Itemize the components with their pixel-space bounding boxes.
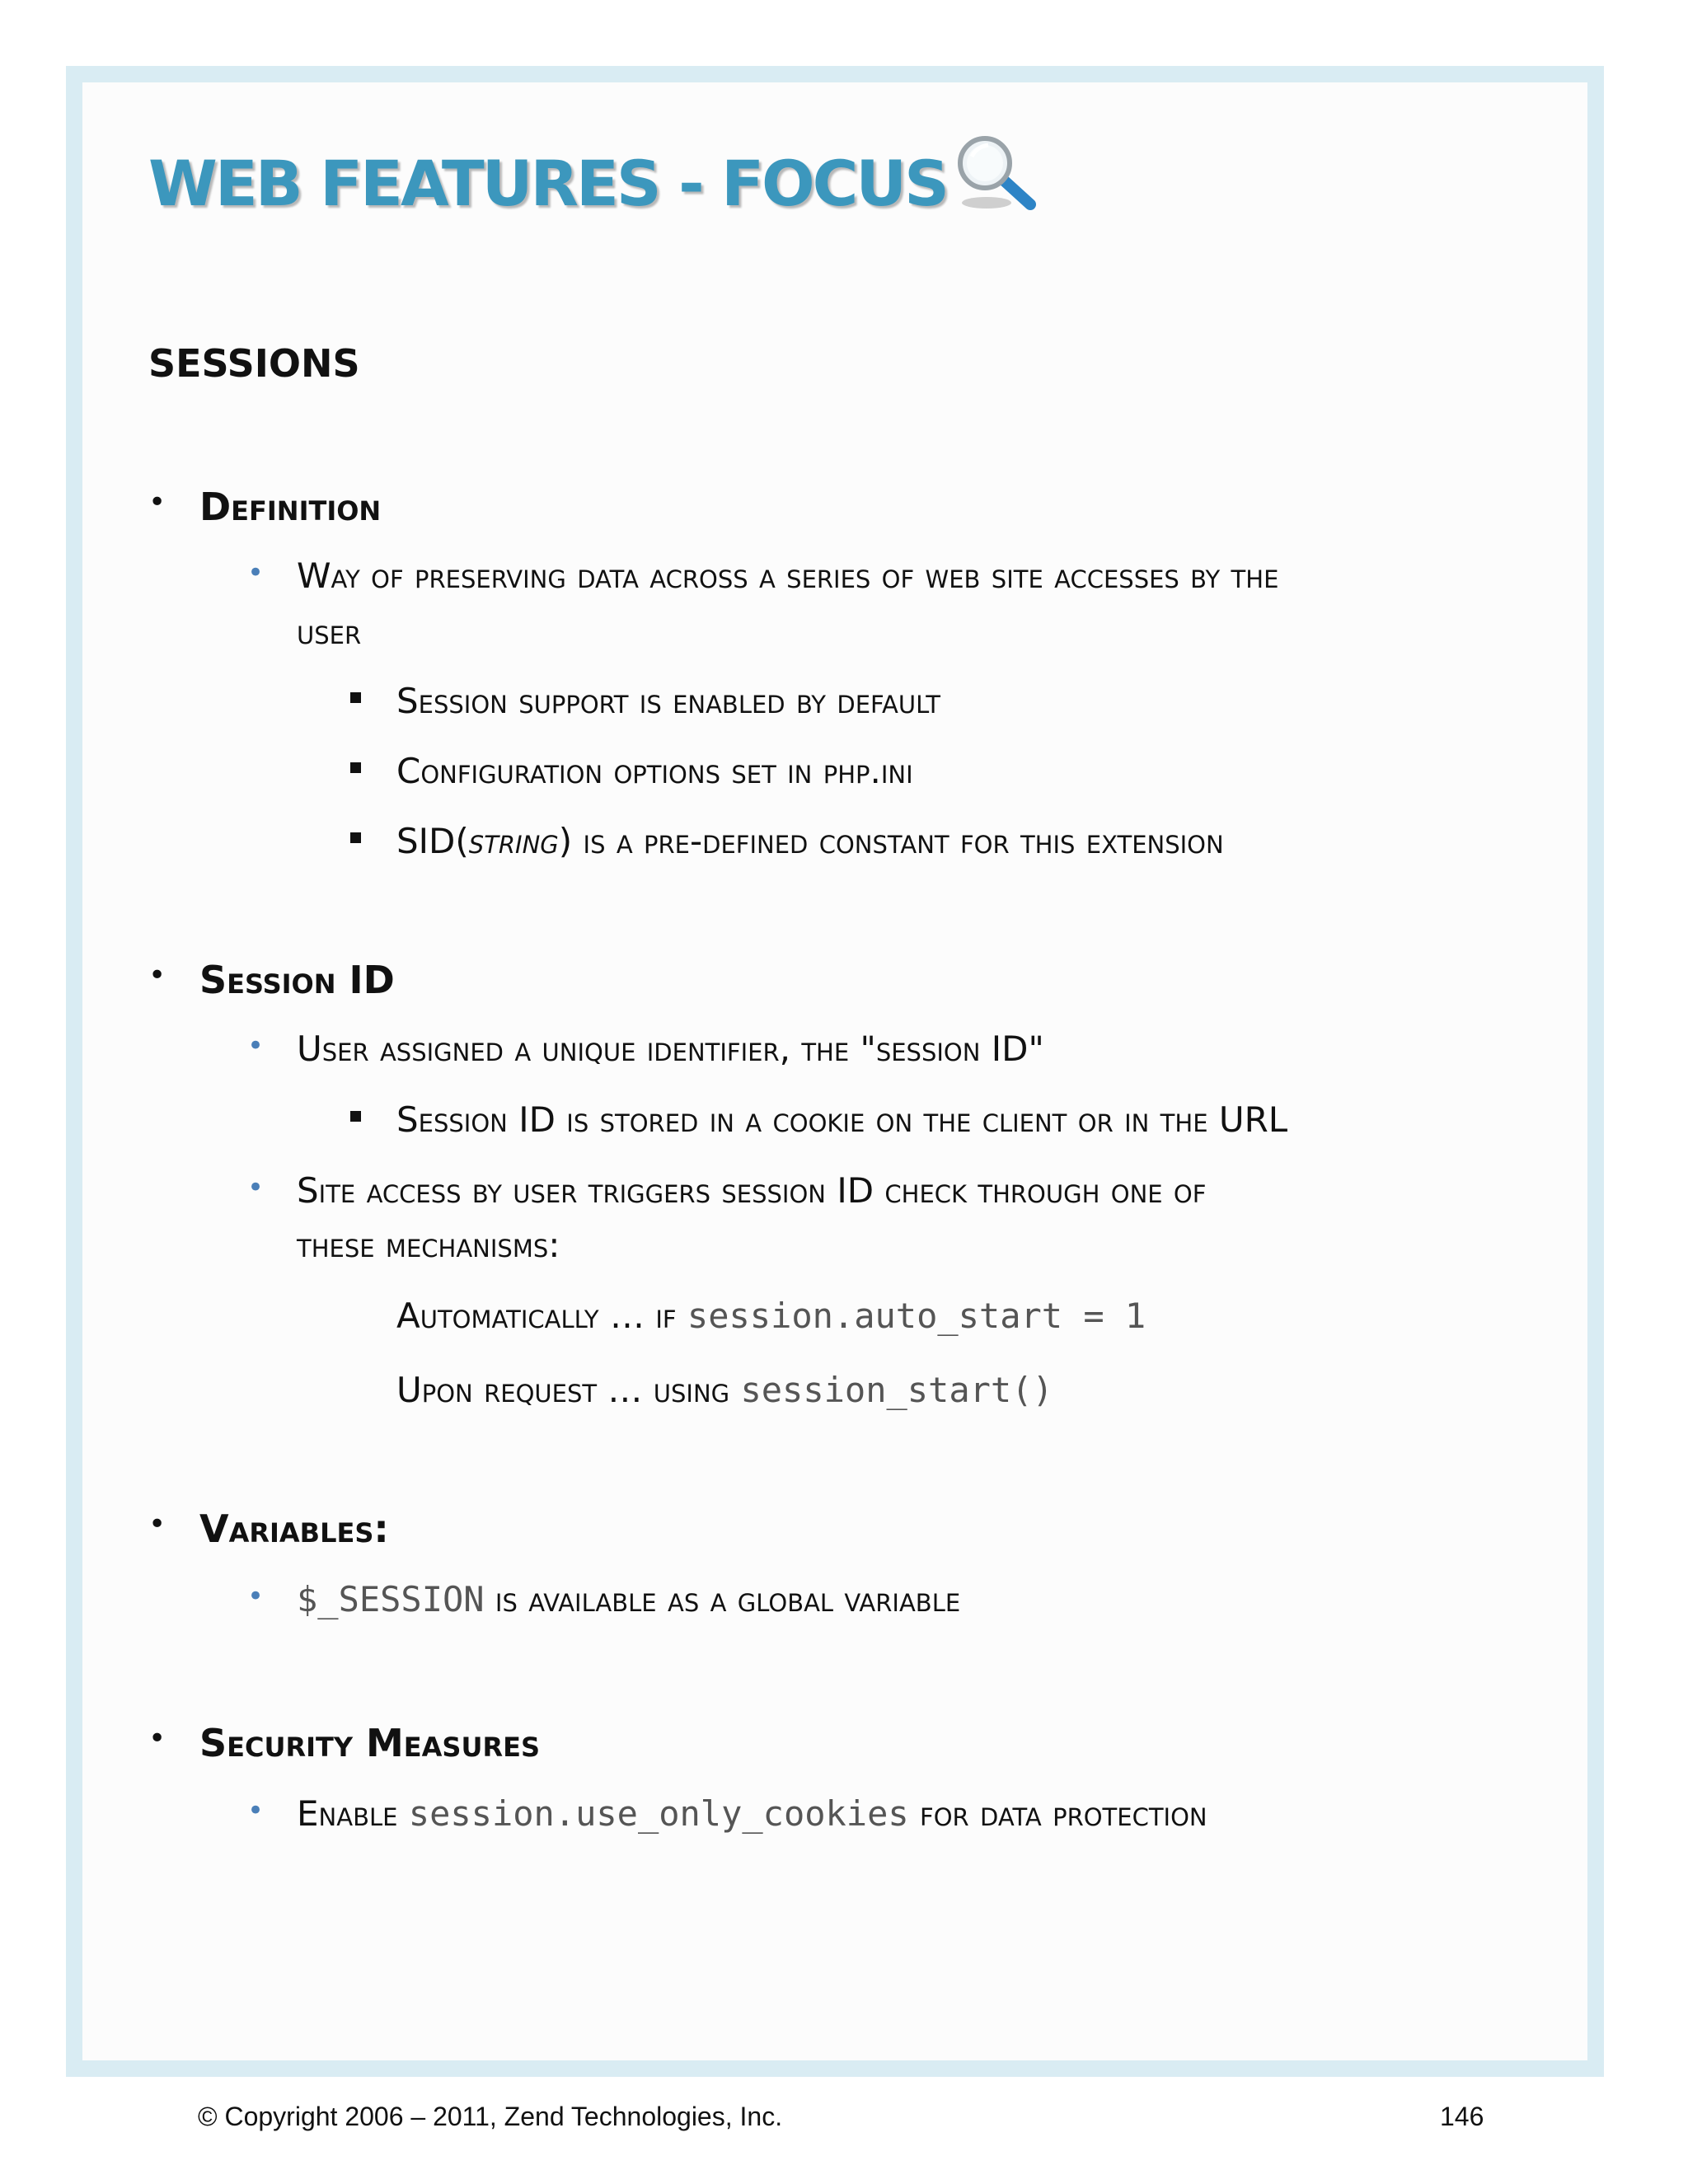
bullet-dot: • bbox=[247, 1029, 265, 1062]
square-bullet bbox=[350, 832, 361, 843]
footer-copyright: © Copyright 2006 – 2011, Zend Technologies, Inc. bbox=[198, 2102, 783, 2131]
bullet-heading: Security Measures bbox=[199, 1721, 540, 1765]
square-bullet bbox=[350, 1111, 361, 1122]
code-snippet: session_start() bbox=[740, 1370, 1053, 1410]
bullet-dot: • bbox=[148, 958, 166, 992]
bullet-dot: • bbox=[247, 556, 265, 589]
bullet-heading: Session ID bbox=[199, 958, 395, 1002]
bullet-dot: • bbox=[247, 1580, 265, 1613]
code-snippet: session.use_only_cookies bbox=[408, 1793, 909, 1834]
bullet-heading: Variables: bbox=[199, 1507, 389, 1551]
section-heading: SESSIONS bbox=[148, 341, 360, 386]
bullet-dot: • bbox=[148, 1507, 166, 1541]
bullet-dot: • bbox=[247, 1794, 265, 1827]
page-title: WEB FEATURES - FOCUS bbox=[148, 147, 947, 220]
magnifying-glass-icon bbox=[952, 132, 1043, 214]
bullet-dot: • bbox=[148, 1722, 166, 1755]
bullet-dot: • bbox=[148, 485, 166, 519]
bullet-heading: Definition bbox=[199, 485, 382, 529]
square-bullet bbox=[350, 692, 361, 703]
bullet-dot: • bbox=[247, 1171, 265, 1204]
code-snippet: $_SESSION bbox=[297, 1579, 485, 1619]
page-number: 146 bbox=[1440, 2102, 1484, 2131]
code-snippet: session.auto_start = 1 bbox=[687, 1296, 1146, 1336]
square-bullet bbox=[350, 762, 361, 773]
